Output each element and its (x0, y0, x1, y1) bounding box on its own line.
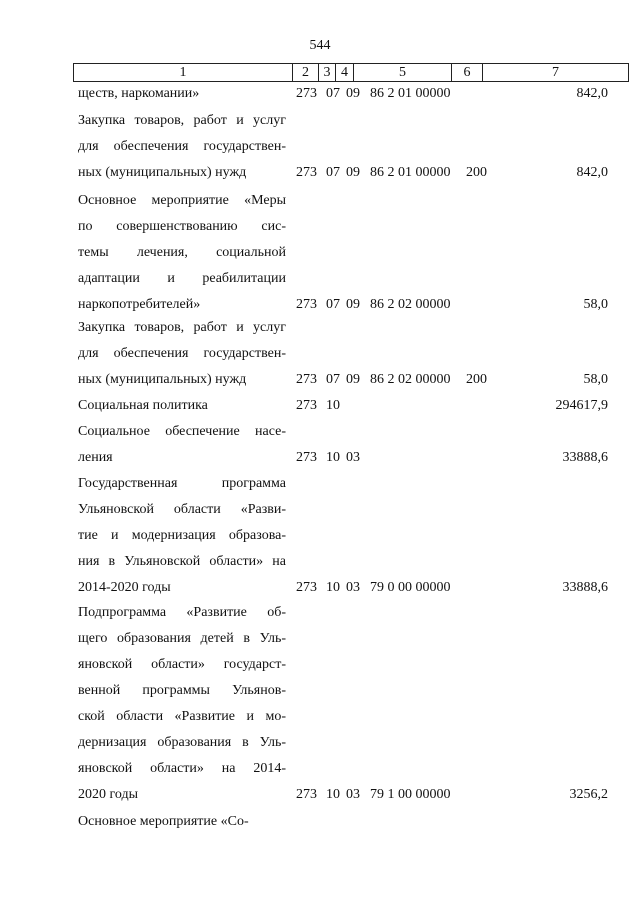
row-5-text-line: ления (78, 450, 113, 465)
row-7-text-line: щего образования детей в Уль- (78, 631, 286, 646)
row-2-text-line: темы лечения, социальной (78, 245, 286, 260)
row-7-text-line: дернизация образования в Уль- (78, 735, 286, 750)
row-3-c2: 273 (296, 372, 317, 387)
row-7-c5: 79 1 00 00000 (370, 787, 451, 802)
row-2-c4: 09 (346, 297, 360, 312)
row-6-text-line: ния в Ульяновской области» на (78, 554, 286, 569)
row-2-text-line: по совершенствованию сис- (78, 219, 286, 234)
row-7-text-line: яновской области» государст- (78, 657, 286, 672)
row-4-amount: 294617,9 (555, 398, 608, 413)
row-4-c3: 10 (326, 398, 340, 413)
row-0-c2: 273 (296, 86, 317, 101)
row-7-text-line: ской области «Развитие и мо- (78, 709, 286, 724)
row-3-c4: 09 (346, 372, 360, 387)
row-7-text-line: венной программы Ульянов- (78, 683, 286, 698)
row-5-c3: 10 (326, 450, 340, 465)
row-6-amount: 33888,6 (562, 580, 608, 595)
row-7-c3: 10 (326, 787, 340, 802)
row-3-c5: 86 2 02 00000 (370, 372, 451, 387)
row-6-c2: 273 (296, 580, 317, 595)
row-0-c4: 09 (346, 86, 360, 101)
header-col-4: 4 (336, 64, 354, 81)
row-3-text-line: для обеспечения государствен- (78, 346, 286, 361)
row-3-c3: 07 (326, 372, 340, 387)
row-1-c5: 86 2 01 00000 (370, 165, 451, 180)
header-col-7: 7 (552, 65, 559, 80)
header-col-1: 1 (74, 64, 293, 81)
row-6-text-line: тие и модернизация образова- (78, 528, 286, 543)
page-number: 544 (309, 38, 331, 53)
row-4-c2: 273 (296, 398, 317, 413)
row-3-text-line: ных (муниципальных) нужд (78, 372, 247, 387)
header-col-5: 5 (354, 64, 452, 81)
row-5-amount: 33888,6 (562, 450, 608, 465)
row-0-c5: 86 2 01 00000 (370, 86, 451, 101)
header-col-6: 6 (452, 64, 483, 81)
row-2-text-line: адаптации и реабилитации (78, 271, 286, 286)
row-1-text-line: ных (муниципальных) нужд (78, 165, 247, 180)
row-1-c4: 09 (346, 165, 360, 180)
row-1-text-line: Закупка товаров, работ и услуг (78, 113, 286, 128)
row-3-c6: 200 (466, 372, 487, 387)
row-6-text-line: Ульяновской области «Разви- (78, 502, 286, 517)
row-3-text-line: Закупка товаров, работ и услуг (78, 320, 286, 335)
row-1-c6: 200 (466, 165, 487, 180)
row-6-text-line: Государственная программа (78, 476, 286, 491)
row-7-c4: 03 (346, 787, 360, 802)
row-8-text-line: Основное мероприятие «Со- (78, 814, 249, 829)
row-2-c2: 273 (296, 297, 317, 312)
row-3-amount: 58,0 (583, 372, 608, 387)
row-1-amount: 842,0 (576, 165, 608, 180)
row-1-c3: 07 (326, 165, 340, 180)
header-col-3: 3 (319, 64, 336, 81)
row-2-amount: 58,0 (583, 297, 608, 312)
row-6-text-line: 2014-2020 годы (78, 580, 171, 595)
row-4-text-line: Социальная политика (78, 398, 208, 413)
row-7-amount: 3256,2 (569, 787, 608, 802)
row-7-text-line: 2020 годы (78, 787, 139, 802)
row-5-c2: 273 (296, 450, 317, 465)
row-2-c3: 07 (326, 297, 340, 312)
row-0-text-line: ществ, наркомании» (78, 86, 200, 101)
row-6-c4: 03 (346, 580, 360, 595)
row-0-c3: 07 (326, 86, 340, 101)
row-7-text-line: яновской области» на 2014- (78, 761, 286, 776)
row-7-text-line: Подпрограмма «Развитие об- (78, 605, 286, 620)
row-5-c4: 03 (346, 450, 360, 465)
row-0-amount: 842,0 (576, 86, 608, 101)
row-1-c2: 273 (296, 165, 317, 180)
row-6-c3: 10 (326, 580, 340, 595)
row-6-c5: 79 0 00 00000 (370, 580, 451, 595)
row-7-c2: 273 (296, 787, 317, 802)
header-col-2: 2 (293, 64, 319, 81)
row-2-c5: 86 2 02 00000 (370, 297, 451, 312)
row-2-text-line: Основное мероприятие «Меры (78, 193, 286, 208)
row-1-text-line: для обеспечения государствен- (78, 139, 286, 154)
row-5-text-line: Социальное обеспечение насе- (78, 424, 286, 439)
row-2-text-line: наркопотребителей» (78, 297, 201, 312)
